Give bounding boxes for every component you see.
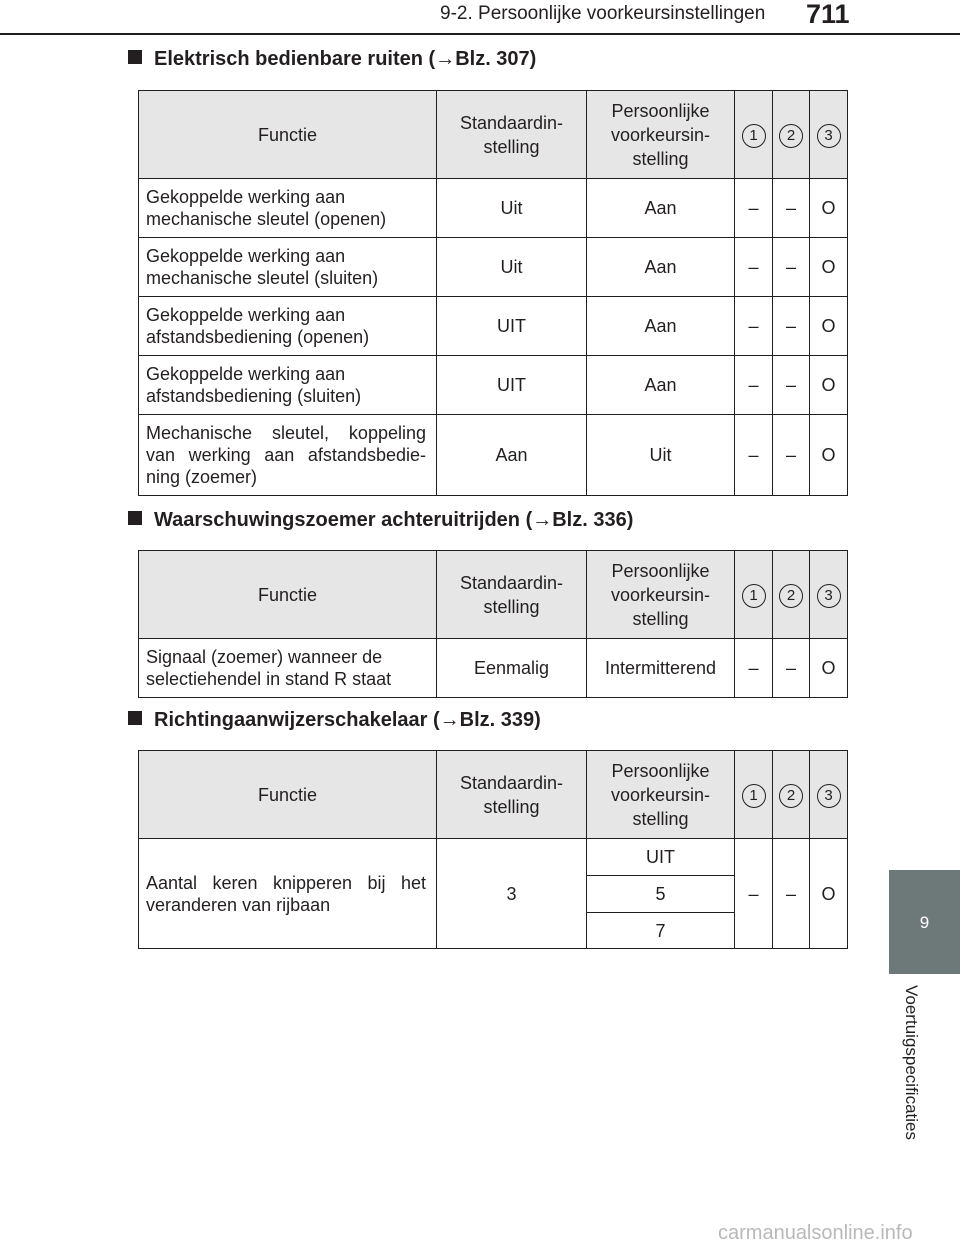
circled-number-2-icon: 2: [779, 784, 803, 808]
cell-personal: Aan: [587, 179, 735, 238]
column-header-method-3: [810, 551, 848, 639]
column-header-default: Standaardin-stelling: [437, 751, 587, 839]
section-heading-text: Elektrisch bedienbare ruiten (→Blz. 307): [154, 48, 537, 70]
table-row: [139, 839, 848, 876]
section-heading-text: Waarschuwingszoemer achteruitrijden (→Blz. 336): [154, 509, 634, 531]
cell-personal-option: UIT: [587, 839, 735, 876]
cell-method-3: O: [810, 238, 848, 297]
circled-number-2-icon: 2: [779, 124, 803, 148]
square-bullet-icon: [128, 50, 142, 64]
cell-method-1: –: [735, 839, 773, 949]
column-header-function: Functie: [139, 751, 437, 839]
cell-function: Gekoppelde werking aan afstandsbediening (sluiten): [139, 356, 437, 415]
cell-function: Gekoppelde werking aan afstandsbediening (openen): [139, 297, 437, 356]
section-heading-text: Richtingaanwijzerschakelaar (→Blz. 339): [154, 709, 541, 731]
table-header-row: [139, 751, 848, 839]
cell-method-3: O: [810, 415, 848, 496]
cell-method-3: O: [810, 356, 848, 415]
cell-method-1: –: [735, 415, 773, 496]
cell-default: Uit: [437, 179, 587, 238]
column-header-default: Standaardin-stelling: [437, 91, 587, 179]
column-header-method-2: [773, 751, 810, 839]
cell-personal-option: 5: [587, 876, 735, 913]
square-bullet-icon: [128, 711, 142, 725]
running-header-title: 9-2. Persoonlijke voorkeursinstellingen: [440, 3, 766, 24]
cell-personal: Aan: [587, 238, 735, 297]
table-header-row: [139, 551, 848, 639]
square-bullet-icon: [128, 511, 142, 525]
circled-number-3-icon: 3: [817, 124, 841, 148]
cell-function: Gekoppelde werking aan mechanische sleutel (openen): [139, 179, 437, 238]
table-row: [139, 297, 848, 356]
cell-method-2: –: [773, 297, 810, 356]
cell-function: Signaal (zoemer) wanneer de selectiehendel in stand R staat: [139, 639, 437, 698]
chapter-label-text: Voertuigspecificaties: [902, 985, 921, 1140]
column-header-function: Functie: [139, 91, 437, 179]
section-heading-turn-signal: [128, 709, 541, 732]
cell-method-2: –: [773, 179, 810, 238]
cell-personal: Aan: [587, 297, 735, 356]
cell-method-1: –: [735, 238, 773, 297]
column-header-method-1: [735, 91, 773, 179]
column-header-personal: Persoonlijke voorkeursin-stelling: [587, 751, 735, 839]
circled-number-1-icon: 1: [742, 124, 766, 148]
column-header-method-3: [810, 751, 848, 839]
circled-number-2-icon: 2: [779, 584, 803, 608]
settings-table-power-windows: [138, 90, 848, 496]
watermark: carmanualsonline.info: [718, 1222, 913, 1244]
column-header-method-1: [735, 751, 773, 839]
column-header-default: Standaardin-stelling: [437, 551, 587, 639]
table-row: [139, 356, 848, 415]
column-header-method-1: [735, 551, 773, 639]
cell-default: 3: [437, 839, 587, 949]
cell-default: Eenmalig: [437, 639, 587, 698]
cell-function: Aantal keren knipperen bij het veranderen van rijbaan: [139, 839, 437, 949]
cell-function: Gekoppelde werking aan mechanische sleutel (sluiten): [139, 238, 437, 297]
cell-method-1: –: [735, 179, 773, 238]
table-row: [139, 179, 848, 238]
cell-method-2: –: [773, 839, 810, 949]
chapter-tab: [889, 870, 960, 974]
circled-number-3-icon: 3: [817, 584, 841, 608]
column-header-method-2: [773, 551, 810, 639]
cell-default: Uit: [437, 238, 587, 297]
page-number: 711: [806, 0, 850, 29]
settings-table-turn-signal: [138, 750, 848, 949]
circled-number-1-icon: 1: [742, 784, 766, 808]
cell-personal-option: 7: [587, 913, 735, 949]
cell-personal: Intermitterend: [587, 639, 735, 698]
cell-method-3: O: [810, 297, 848, 356]
cell-method-2: –: [773, 356, 810, 415]
cell-personal: Aan: [587, 356, 735, 415]
column-header-function: Functie: [139, 551, 437, 639]
cell-default: UIT: [437, 297, 587, 356]
section-heading-reverse-buzzer: [128, 509, 633, 532]
chapter-tab-number: 9: [919, 913, 930, 932]
settings-table-reverse-buzzer: [138, 550, 848, 698]
circled-number-1-icon: 1: [742, 584, 766, 608]
cell-function: Mechanische sleutel, koppeling van werking aan afstandsbedie-ning (zoemer): [139, 415, 437, 496]
cell-personal: Uit: [587, 415, 735, 496]
cell-method-3: O: [810, 839, 848, 949]
circled-number-3-icon: 3: [817, 784, 841, 808]
column-header-personal: Persoonlijke voorkeursin-stelling: [587, 551, 735, 639]
column-header-method-3: [810, 91, 848, 179]
header-rule: [0, 33, 960, 35]
table-row: [139, 639, 848, 698]
cell-method-2: –: [773, 238, 810, 297]
table-row: [139, 238, 848, 297]
cell-default: Aan: [437, 415, 587, 496]
cell-method-3: O: [810, 179, 848, 238]
cell-method-2: –: [773, 415, 810, 496]
cell-method-3: O: [810, 639, 848, 698]
column-header-method-2: [773, 91, 810, 179]
cell-method-1: –: [735, 297, 773, 356]
table-row: [139, 415, 848, 496]
cell-method-1: –: [735, 639, 773, 698]
column-header-personal: Persoonlijke voorkeursin-stelling: [587, 91, 735, 179]
cell-method-1: –: [735, 356, 773, 415]
section-heading-power-windows: [128, 48, 536, 71]
cell-method-2: –: [773, 639, 810, 698]
cell-default: UIT: [437, 356, 587, 415]
chapter-label: [895, 985, 925, 1175]
table-header-row: [139, 91, 848, 179]
